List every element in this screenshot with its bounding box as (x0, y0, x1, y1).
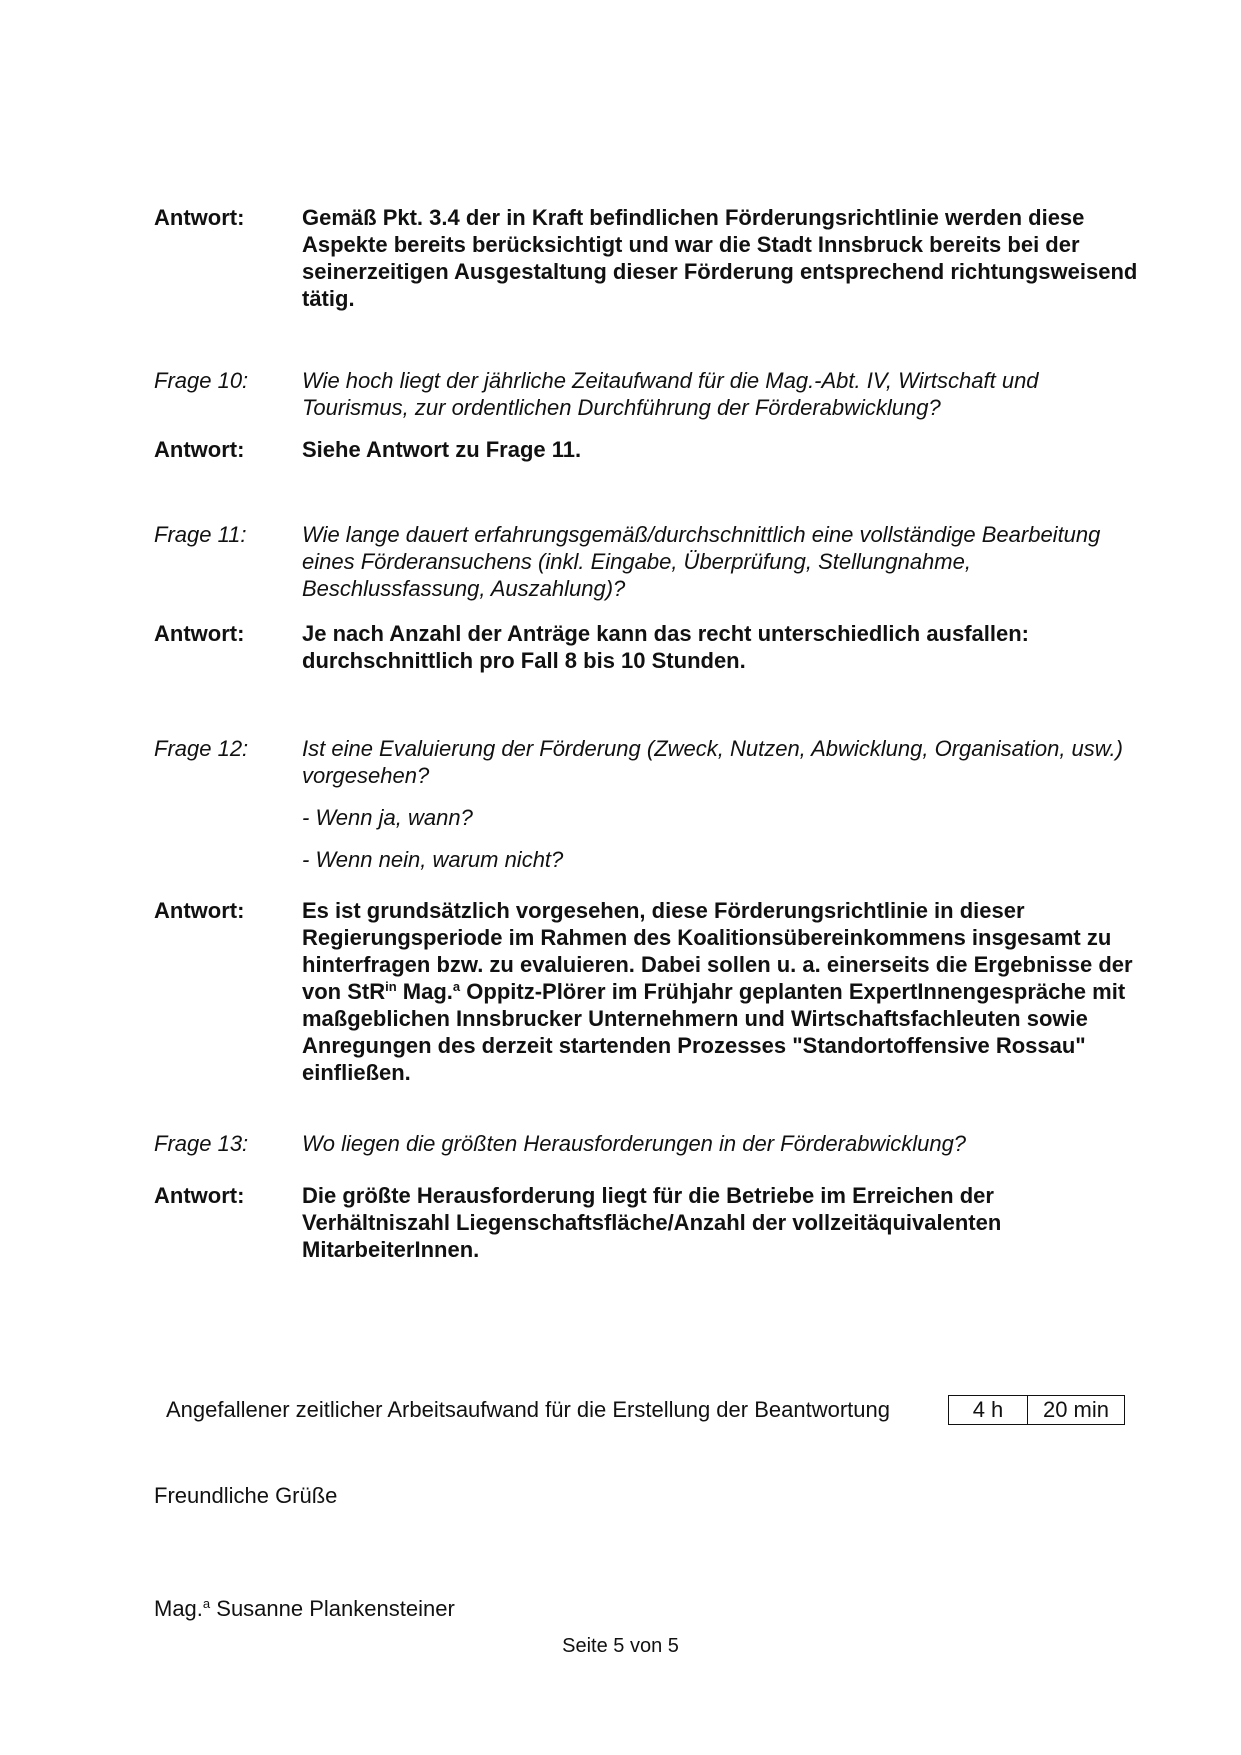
question-label: Frage 10: (154, 368, 249, 393)
question-label: Frage 12: (154, 736, 249, 761)
answer-label: Antwort: (154, 898, 245, 923)
answer-text-part-3: Oppitz-Plörer im Frühjahr geplanten ExpertInnengespräche mit maßgeblichen Innsbrucker Unternehmern und Wirtschaftsfachleuten sowie Anregungen des derzeit startenden Prozesses "Standortoffensive Rossau" einfließen. (302, 979, 1126, 1085)
page-number: Seite 5 von 5 (562, 1635, 679, 1657)
question-label: Frage 11: (154, 522, 247, 547)
question-text: Wie lange dauert erfahrungsgemäß/durchschnittlich eine vollständige Bearbeitung eines Förderansuchens (inkl. Eingabe, Überprüfung, Stellungnahme, Beschlussfassung, Auszahlung)? (302, 522, 1101, 601)
effort-label: Angefallener zeitlicher Arbeitsaufwand für die Erstellung der Beantwortung (166, 1397, 890, 1422)
question-12-sub-no: - Wenn nein, warum nicht? (302, 847, 564, 872)
effort-hours: 4 h (949, 1396, 1028, 1424)
answer-text: Siehe Antwort zu Frage 11. (302, 437, 582, 462)
signature-title: Mag. (154, 1596, 203, 1621)
answer-text-part-1: Es ist grundsätzlich vorgesehen, diese Förderungsrichtlinie in dieser Regierungsperiode im Rahmen des Koalitionsübereinkommens insgesamt zu hinterfragen bzw. zu evaluieren. Dabei sollen u. a. einerseits die Ergebnisse der von StR (302, 898, 1133, 1004)
question-text: Ist eine Evaluierung der Förderung (Zweck, Nutzen, Abwicklung, Organisation, usw.) vorgesehen? (302, 736, 1123, 788)
answer-text: Gemäß Pkt. 3.4 der in Kraft befindlichen Förderungsrichtlinie werden diese Aspekte bereits berücksichtigt und war die Stadt Innsbruck bereits bei der seinerzeitigen Ausgestaltung dieser Förderung entsprechend richtungsweisend tätig. (302, 205, 1138, 311)
answer-label: Antwort: (154, 437, 245, 462)
answer-label: Antwort: (154, 621, 245, 646)
answer-text (302, 897, 1142, 1086)
answer-label: Antwort: (154, 1183, 245, 1208)
answer-text-part-2: Mag. (396, 979, 453, 1004)
answer-text: Je nach Anzahl der Anträge kann das recht unterschiedlich ausfallen: durchschnittlich pro Fall 8 bis 10 Stunden. (302, 621, 1030, 673)
answer-label: Antwort: (154, 205, 245, 230)
signature-name (154, 1595, 455, 1622)
question-text: Wie hoch liegt der jährliche Zeitaufwand für die Mag.-Abt. IV, Wirtschaft und Tourismus, zur ordentlichen Durchführung der Förderabwicklung? (302, 368, 1039, 420)
superscript-a: a (452, 979, 461, 994)
signature-person: Susanne Plankensteiner (210, 1596, 455, 1621)
superscript-a: a (202, 1596, 211, 1611)
effort-table (948, 1395, 1125, 1425)
effort-minutes: 20 min (1042, 1397, 1110, 1422)
question-12-sub-yes: - Wenn ja, wann? (302, 805, 473, 830)
greeting: Freundliche Grüße (154, 1483, 338, 1508)
question-text: Wo liegen die größten Herausforderungen in der Förderabwicklung? (302, 1131, 967, 1156)
superscript-in: in (385, 979, 397, 994)
question-label: Frage 13: (154, 1131, 249, 1156)
answer-text: Die größte Herausforderung liegt für die Betriebe im Erreichen der Verhältniszahl Liegenschaftsfläche/Anzahl der vollzeitäquivalenten MitarbeiterInnen. (302, 1183, 1002, 1262)
